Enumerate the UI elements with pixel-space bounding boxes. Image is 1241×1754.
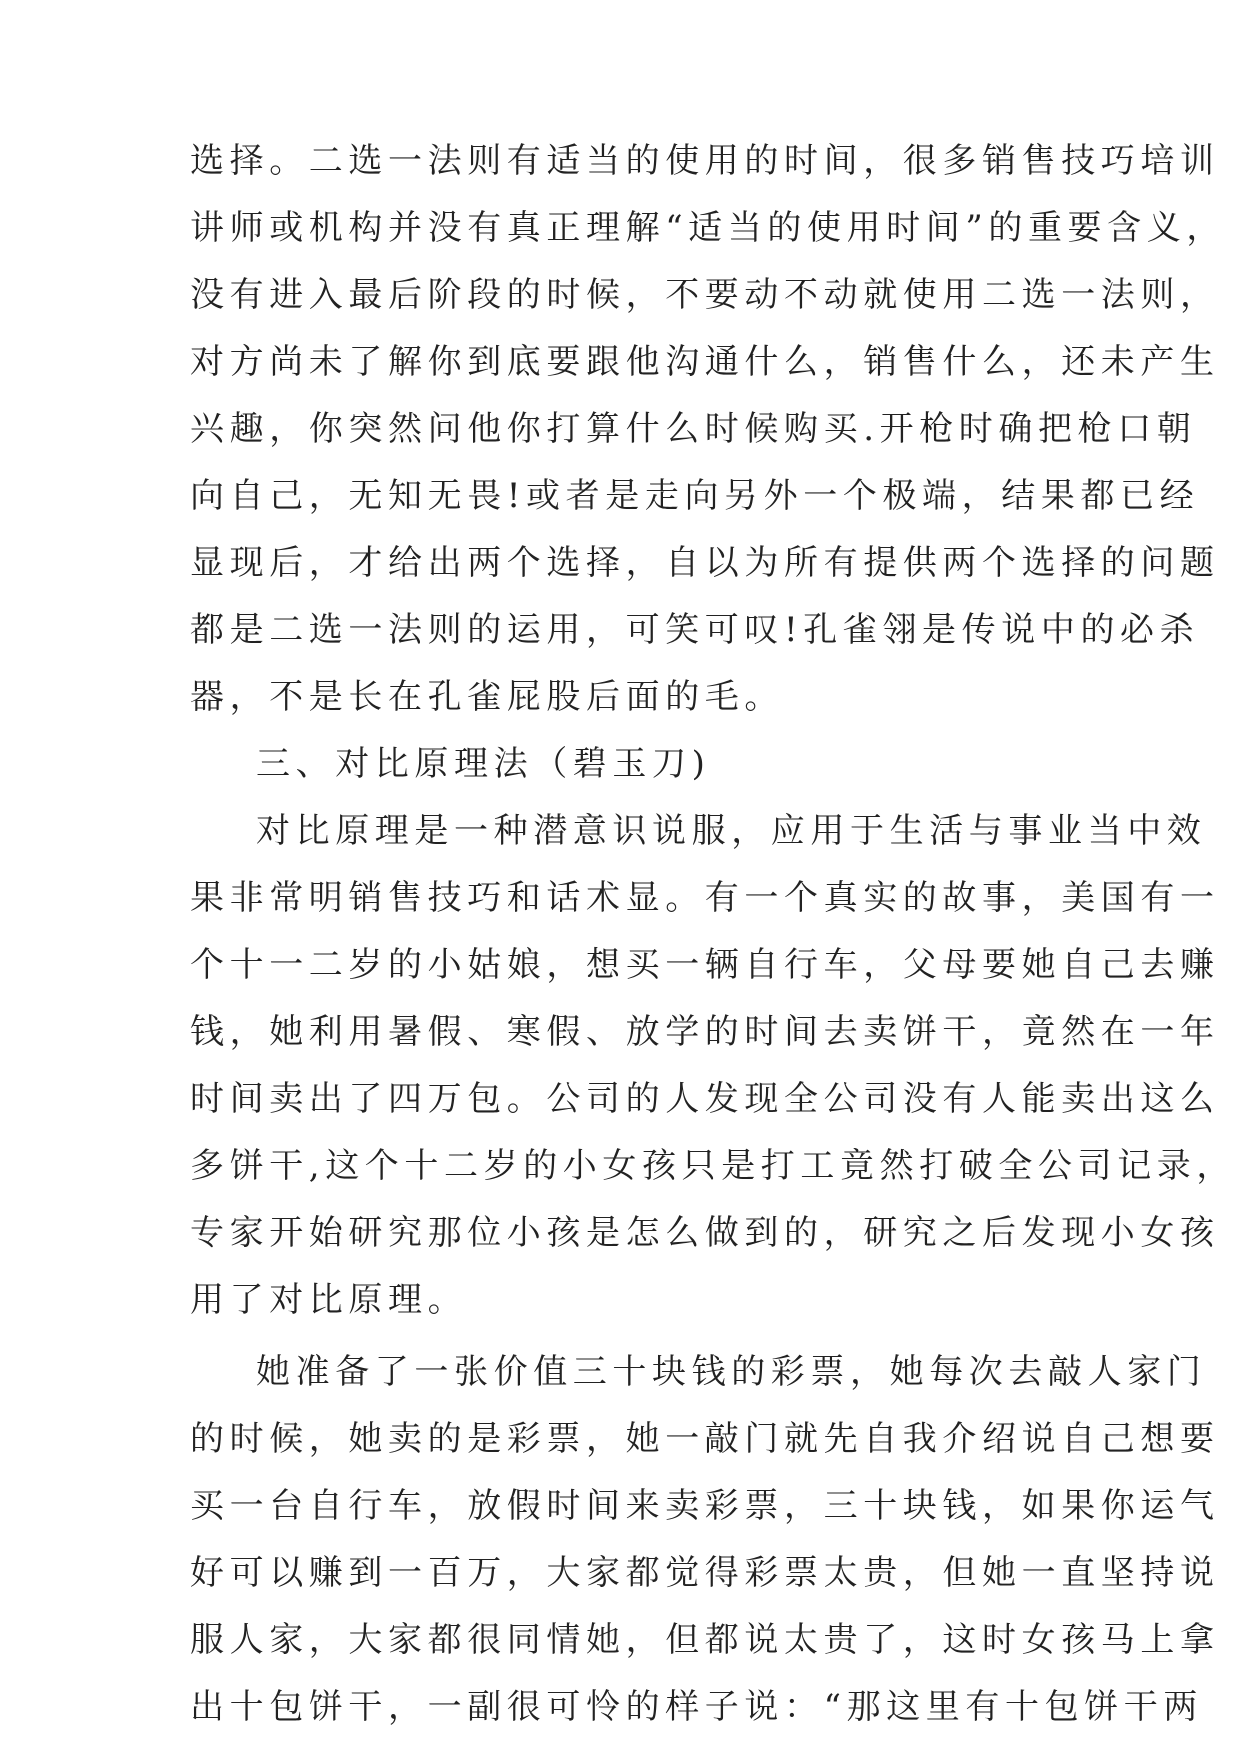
text-line: 她准备了一张价值三十块钱的彩票，她每次去敲人家门 [256,1352,1207,1392]
text-line: 多饼干,这个十二岁的小女孩只是打工竟然打破全公司记录， [190,1146,1237,1186]
text-line: 都是二选一法则的运用，可笑可叹!孔雀翎是传说中的必杀 [190,610,1200,650]
text-line: 专家开始研究那位小孩是怎么做到的，研究之后发现小女孩 [190,1213,1220,1253]
text-line: 兴趣，你突然问他你打算什么时候购买.开枪时确把枪口朝 [190,409,1197,449]
text-line: 的时候，她卖的是彩票，她一敲门就先自我介绍说自己想要 [190,1419,1220,1459]
text-line: 向自己，无知无畏!或者是走向另外一个极端，结果都已经 [190,476,1200,516]
text-line: 买一台自行车，放假时间来卖彩票，三十块钱，如果你运气 [190,1486,1220,1526]
section-heading: 三、对比原理法（碧玉刀) [256,744,711,784]
text-line: 出十包饼干，一副很可怜的样子说：“那这里有十包饼干两 [190,1687,1203,1727]
text-line: 对比原理是一种潜意识说服，应用于生活与事业当中效 [256,811,1207,851]
text-line: 对方尚未了解你到底要跟他沟通什么，销售什么，还未产生 [190,342,1220,382]
text-line: 钱，她利用暑假、寒假、放学的时间去卖饼干，竟然在一年 [190,1012,1220,1052]
text-line: 没有进入最后阶段的时候，不要动不动就使用二选一法则， [190,275,1220,315]
text-line: 服人家，大家都很同情她，但都说太贵了，这时女孩马上拿 [190,1620,1220,1660]
text-line: 个十一二岁的小姑娘，想买一辆自行车，父母要她自己去赚 [190,945,1220,985]
text-line: 时间卖出了四万包。公司的人发现全公司没有人能卖出这么 [190,1079,1220,1119]
text-line: 用了对比原理。 [190,1280,468,1320]
text-line: 好可以赚到一百万，大家都觉得彩票太贵，但她一直坚持说 [190,1553,1220,1593]
text-line: 讲师或机构并没有真正理解“适当的使用时间”的重要含义， [190,208,1226,248]
text-line: 器，不是长在孔雀屁股后面的毛。 [190,677,784,717]
text-line: 选择。二选一法则有适当的使用的时间，很多销售技巧培训 [190,141,1220,181]
text-line: 显现后，才给出两个选择，自以为所有提供两个选择的问题 [190,543,1220,583]
text-line: 果非常明销售技巧和话术显。有一个真实的故事，美国有一 [190,878,1220,918]
